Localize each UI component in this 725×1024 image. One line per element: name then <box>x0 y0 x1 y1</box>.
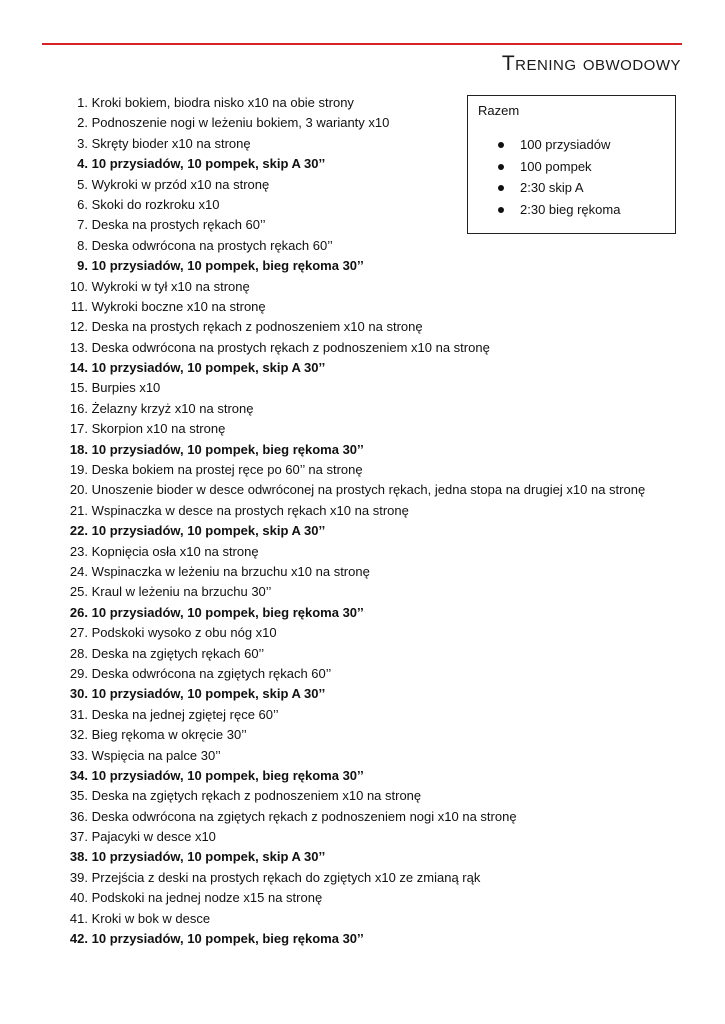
exercise-item <box>64 766 645 786</box>
exercise-item <box>64 480 645 500</box>
header-rule <box>42 43 682 45</box>
exercise-text: Deska odwrócona na prostych rękach 60’’ <box>91 237 333 253</box>
exercise-text: Kroki bokiem, biodra nisko x10 na obie strony <box>91 95 354 110</box>
exercise-text: Podskoki na jednej nodze x15 na stronę <box>91 890 323 906</box>
exercise-text: Wykroki w przód x10 na stronę <box>91 176 270 192</box>
exercise-number: 20. <box>69 482 88 498</box>
exercise-number: 4. <box>77 156 88 172</box>
exercise-text: Pajacyki w desce x10 <box>91 829 216 845</box>
exercise-text: Skoki do rozkroku x10 <box>91 196 220 212</box>
exercise-item <box>64 664 645 684</box>
exercise-text: 10 przysiadów, 10 pompek, skip A 30’’ <box>91 849 326 865</box>
exercise-text: 10 przysiadów, 10 pompek, skip A 30’’ <box>91 156 326 172</box>
exercise-text: 10 przysiadów, 10 pompek, skip A 30’’ <box>91 360 326 376</box>
exercise-number: 7. <box>77 217 88 233</box>
exercise-number: 23. <box>69 543 88 559</box>
exercise-item <box>64 256 645 276</box>
exercise-text: 10 przysiadów, 10 pompek, bieg rękoma 30’’ <box>91 258 364 274</box>
exercise-text: Wspięcia na palce 30’’ <box>91 747 221 763</box>
exercise-text: Burpies x10 <box>91 380 161 396</box>
exercise-item <box>64 277 645 297</box>
exercise-text: Deska odwrócona na zgiętych rękach 60’’ <box>91 665 332 681</box>
exercise-number: 22. <box>69 523 88 539</box>
exercise-number: 41. <box>69 910 88 926</box>
exercise-item <box>64 582 645 602</box>
exercise-text: Unoszenie bioder w desce odwróconej na prostych rękach, jedna stopa na drugiej x10 na stronę <box>91 482 646 498</box>
exercise-number: 32. <box>69 727 88 743</box>
exercise-number: 13. <box>69 339 88 355</box>
exercise-number: 42. <box>69 931 88 947</box>
exercise-item <box>64 909 645 929</box>
exercise-text: Deska na zgiętych rękach 60’’ <box>91 645 265 661</box>
exercise-number: 11. <box>70 298 88 314</box>
exercise-item <box>64 725 645 745</box>
exercise-item <box>64 623 645 643</box>
exercise-item <box>64 338 645 358</box>
exercise-number: 30. <box>69 686 88 702</box>
exercise-number: 15. <box>69 380 88 396</box>
exercise-number: 14. <box>69 360 88 376</box>
exercise-number: 6. <box>77 196 88 212</box>
exercise-number: 21. <box>69 502 88 518</box>
exercise-item <box>64 868 645 888</box>
exercise-number: 18. <box>69 441 88 457</box>
exercise-number: 9. <box>77 258 88 274</box>
exercise-item <box>64 440 645 460</box>
exercise-text: Deska na prostych rękach 60’’ <box>91 217 266 233</box>
exercise-text: Bieg rękoma w okręcie 30’’ <box>91 727 247 743</box>
exercise-text: Deska na jednej zgiętej ręce 60’’ <box>91 706 279 722</box>
exercise-text: Deska odwrócona na zgiętych rękach z podnoszeniem nogi x10 na stronę <box>91 808 517 824</box>
exercise-text: Wykroki boczne x10 na stronę <box>91 298 266 314</box>
exercise-item <box>64 378 645 398</box>
exercise-list <box>64 93 645 949</box>
exercise-number: 27. <box>69 625 88 641</box>
summary-item-text: 2:30 bieg rękoma <box>520 201 621 217</box>
exercise-item <box>64 786 645 806</box>
exercise-text: Wspinaczka w leżeniu na brzuchu x10 na stronę <box>91 563 370 579</box>
exercise-item <box>64 195 645 215</box>
exercise-text: Podskoki wysoko z obu nóg x10 <box>91 625 277 641</box>
exercise-number: 24. <box>69 563 88 579</box>
exercise-text: 10 przysiadów, 10 pompek, skip A 30’’ <box>91 523 326 539</box>
summary-item-text: 100 przysiadów <box>520 137 611 152</box>
exercise-item <box>64 746 645 766</box>
exercise-item <box>64 460 645 480</box>
exercise-number: 34. <box>69 767 88 783</box>
exercise-text: Skorpion x10 na stronę <box>91 421 226 437</box>
exercise-item <box>64 134 645 154</box>
exercise-text: Przejścia z deski na prostych rękach do zgiętych x10 ze zmianą rąk <box>91 869 481 885</box>
exercise-number: 36. <box>69 808 88 824</box>
exercise-item <box>64 542 645 562</box>
exercise-item <box>64 93 645 113</box>
summary-item-text: 2:30 skip A <box>520 180 584 195</box>
exercise-text: Wykroki w tył x10 na stronę <box>91 278 250 294</box>
exercise-number: 33. <box>69 747 88 763</box>
exercise-number: 2. <box>77 115 88 131</box>
exercise-item <box>64 501 645 521</box>
exercise-item <box>64 562 645 582</box>
exercise-number: 25. <box>69 584 88 600</box>
exercise-item <box>64 297 645 317</box>
exercise-number: 37. <box>69 829 88 845</box>
exercise-text: Kraul w leżeniu na brzuchu 30’’ <box>91 584 272 600</box>
exercise-item <box>64 847 645 867</box>
exercise-text: Kopnięcia osła x10 na stronę <box>91 543 259 559</box>
exercise-item <box>64 154 645 174</box>
exercise-text: 10 przysiadów, 10 pompek, bieg rękoma 30’’ <box>91 604 364 620</box>
page-title: Trening obwodowy <box>501 52 681 75</box>
exercise-text: Wspinaczka w desce na prostych rękach x10 na stronę <box>91 502 409 518</box>
summary-heading: Razem <box>478 103 520 118</box>
exercise-number: 28. <box>69 645 88 661</box>
exercise-number: 10. <box>69 278 88 294</box>
exercise-text: Kroki w bok w desce <box>91 910 211 926</box>
exercise-text: Deska odwrócona na prostych rękach z podnoszeniem x10 na stronę <box>91 339 490 355</box>
exercise-item <box>64 317 645 337</box>
exercise-item <box>64 113 645 133</box>
exercise-item <box>64 603 645 623</box>
exercise-item <box>64 358 645 378</box>
exercise-number: 8. <box>77 237 88 253</box>
exercise-number: 35. <box>69 788 88 804</box>
exercise-item <box>64 807 645 827</box>
exercise-item <box>64 215 645 235</box>
exercise-item <box>64 705 645 725</box>
exercise-item <box>64 827 645 847</box>
exercise-number: 5. <box>77 176 88 192</box>
exercise-number: 16. <box>69 400 88 416</box>
exercise-item <box>64 521 645 541</box>
exercise-item <box>64 419 645 439</box>
exercise-item <box>64 644 645 664</box>
exercise-text: Deska na zgiętych rękach z podnoszeniem x10 na stronę <box>91 788 422 804</box>
exercise-number: 39. <box>69 869 88 885</box>
exercise-number: 1. <box>77 95 88 110</box>
exercise-text: Podnoszenie nogi w leżeniu bokiem, 3 warianty x10 <box>91 115 390 131</box>
exercise-text: 10 przysiadów, 10 pompek, bieg rękoma 30’’ <box>91 767 364 783</box>
exercise-number: 29. <box>69 665 88 681</box>
exercise-number: 31. <box>69 706 88 722</box>
exercise-number: 3. <box>77 135 88 151</box>
exercise-number: 19. <box>69 462 88 478</box>
exercise-text: Deska na prostych rękach z podnoszeniem x10 na stronę <box>91 319 423 335</box>
exercise-number: 17. <box>69 421 88 437</box>
exercise-item <box>64 929 645 949</box>
exercise-text: 10 przysiadów, 10 pompek, bieg rękoma 30’’ <box>91 931 364 947</box>
exercise-number: 38. <box>69 849 88 865</box>
exercise-number: 40. <box>69 890 88 906</box>
exercise-number: 12. <box>69 319 88 335</box>
exercise-text: 10 przysiadów, 10 pompek, bieg rękoma 30’’ <box>91 441 364 457</box>
exercise-item <box>64 399 645 419</box>
exercise-item <box>64 684 645 704</box>
exercise-item <box>64 236 645 256</box>
exercise-item <box>64 175 645 195</box>
exercise-text: Deska bokiem na prostej ręce po 60’’ na stronę <box>91 462 363 478</box>
exercise-number: 26. <box>69 604 88 620</box>
exercise-text: Żelazny krzyż x10 na stronę <box>91 400 254 416</box>
summary-item-text: 100 pompek <box>520 158 592 174</box>
exercise-text: Skręty bioder x10 na stronę <box>91 135 251 151</box>
exercise-item <box>64 888 645 908</box>
exercise-text: 10 przysiadów, 10 pompek, skip A 30’’ <box>91 686 326 702</box>
